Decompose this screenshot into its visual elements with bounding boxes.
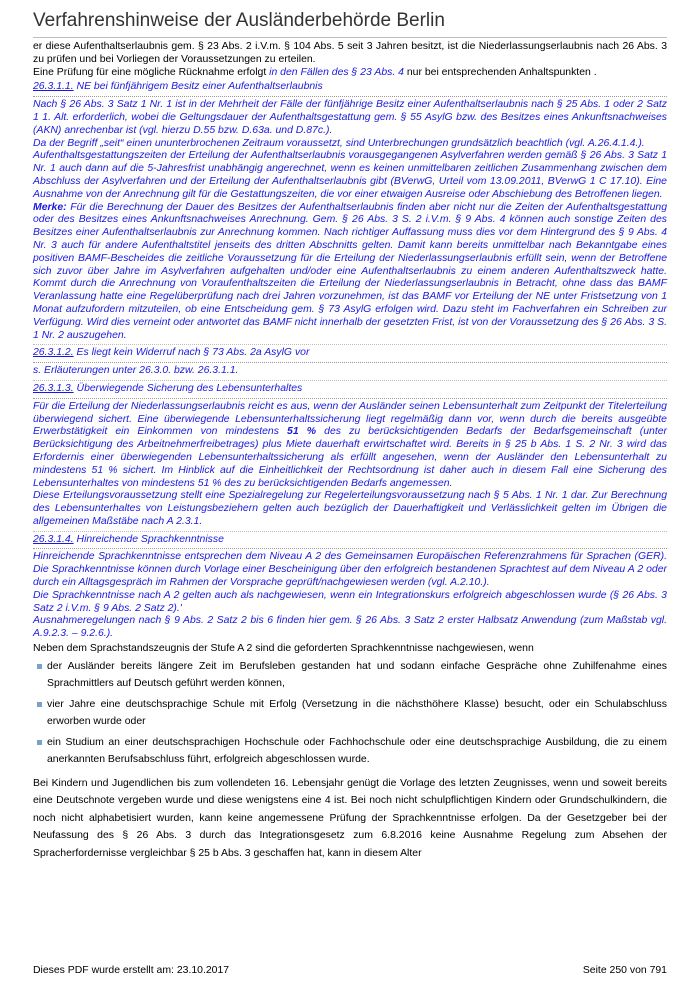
section-paragraph: Aufenthaltsgestattungszeiten der Erteilung der Aufenthaltserlaubnis vorausgegangenen Asylverfahren werden gemäß § 26 Abs. 3 Satz 1 Nr. 1 auch dann auf die 5-Jahresfrist unabhängig angerechnet, wenn es keinen unmittelbaren zeitlichen Zusammenhang zwischen dem Abschluss der Asylverfahren und der Erteilung der Aufenthaltserlaubnis gibt (BVerwG, Urteil vom 13.09.2011, BVerwG 1 C 17.10). Eine Ausnahme von der Anrechnung gilt für die Gestattungszeiten, die vor einer etwaigen Ausreise oder Abschiebung des Betroffenen liegen.: [33, 150, 667, 200]
section-paragraph: Diese Erteilungsvoraussetzung stellt eine Spezialregelung zur Regelerteilungsvoraussetzung nach § 5 Abs. 1 Nr. 1 dar. Zur Berechnung des Lebensunterhaltes von Leistungsbeziehern gelten auch bezüglich der Dauerhaftigkeit und Verlässlichkeit gelten im Übrigen die allgemeinen Maßstäbe nach A 2.3.1.: [33, 490, 667, 527]
section-number-link[interactable]: 26.3.1.4.: [33, 533, 74, 545]
section-heading: [33, 534, 667, 550]
footer-page-number: Seite 250 von 791: [582, 965, 667, 976]
body-paragraph: Neben dem Sprachstandszeugnis der Stufe A 2 sind die geforderten Sprachkenntnisse nachgewiesen, wenn: [33, 643, 534, 655]
list-item-text: der Ausländer bereits längere Zeit im Berufsleben gestanden hat und sodann einfache Gespräche ohne Zuhilfenahme eines Sprachmittlers auf Deutsch geführt werden können,: [47, 660, 667, 690]
bullet-icon: [37, 740, 42, 745]
section-title: Es liegt kein Widerruf nach § 73 Abs. 2a AsylG vor: [73, 347, 310, 359]
paragraph-text: Für die Erteilung der Niederlassungserlaubnis reicht es aus, wenn der Ausländer seinen Lebensunterhalt zum Zeitpunkt der Titelerteilung überwiegend sichert. Eine überwiegende Lebensunterhaltssicherung liegt regelmäßig dann vor, wenn durch die bereits ausgeübte Erwerbstätigkeit ein Einkommen von mindestens: [33, 400, 667, 438]
section-paragraph: s. Erläuterungen unter 26.3.0. bzw. 26.3.1.1.: [33, 365, 239, 377]
paragraph-text: des zu berücksichtigenden Bedarfs der Bedarfsgemeinschaft (unter Berücksichtigung des Arbeitnehmerfreibetrages) plus Miete dauerhaft erwirtschaftet wird. Bereits in § 25 b Abs. 1 S. 2 Nr. 3 wird das Erfordernis einer überwiegenden Lebensunterhaltssicherung als erfüllt angesehen, wenn der Ausländer den Lebensunterhalt zu mindestens 51 % sichert. Im Hinblick auf die Einheitlichkeit der Rechtsordnung ist daher auch in diesem Fall eine Sicherung des Lebensunterhaltes von mindestens 51 % des zu berücksichtigenden Bedarfs angemessen.: [33, 426, 667, 489]
body-paragraph: Bei Kindern und Jugendlichen bis zum vollendeten 16. Lebensjahr genügt die Vorlage des letzten Zeugnisses, wenn und soweit bereits eine Deutschnote vergeben wurde und diese wenigstens eine 4 ist. Bei noch nicht schulpflichtigen Kindern oder Grundschulkindern, die noch nicht alphabetisiert wurden, kann keine angemessene Prüfung der Sprachkenntnisse erfolgen. Da der Gesetzgeber bei der Neufassung des § 26 Abs. 3 durch das Integrationsgesetz zum 6.8.2016 keine Ausnahme Regelung zum Absehen der Spracherfordernisse vergleichbar § 25 b Abs. 3 geschaffen hat, kann in diesem Alter: [33, 777, 667, 859]
section-paragraph: Nach § 26 Abs. 3 Satz 1 Nr. 1 ist in der Mehrheit der Fälle der fünfjährige Besitz einer Aufenthaltserlaubnis nach § 25 Abs. 1 oder 2 Satz 1 1. Alt. erforderlich, wobei die Geltungsdauer der Aufenthaltsgestattung gem. § 55 AsylG bzw. des Besitzes eines Ankunftsnachweises (AKN) anrechenbar ist (vgl. hierzu D.55 bzw. D.63a. und D.87c.).: [33, 99, 667, 136]
section-body: [33, 399, 667, 532]
section-body: [33, 363, 667, 381]
intro-text: Eine Prüfung für eine mögliche Rücknahme erfolgt: [33, 66, 270, 78]
merke-paragraph: [33, 202, 667, 343]
intro-link[interactable]: in den Fällen des § 23 Abs. 4: [269, 66, 404, 78]
section-heading: [33, 347, 667, 363]
section-body: [33, 97, 667, 345]
section-title: NE bei fünfjährigem Besitz einer Aufenthaltserlaubnis: [73, 81, 323, 93]
requirements-list: [33, 658, 667, 769]
page-header: [33, 10, 667, 38]
bullet-icon: [37, 702, 42, 707]
list-item: [33, 696, 667, 731]
section-paragraph: [33, 401, 667, 491]
section-heading: [33, 81, 667, 97]
section-title: Überwiegende Sicherung des Lebensunterhaltes: [73, 382, 303, 394]
merke-label: Merke:: [33, 201, 67, 213]
section-title: Hinreichende Sprachkenntnisse: [73, 533, 224, 545]
merke-text: Für die Berechnung der Dauer des Besitzes der Aufenthaltserlaubnis finden aber nicht nur die Zeiten der Aufenthaltsgestattung oder des Besitzes eines Ankunftsnachweises Anrechnung. Gem. § 26 Abs. 3 S. 2 i.V.m. § 9 Abs. 4 können auch sonstige Zeiten des Besitzes einer Aufenthaltserlaubnis zur Anrechnung kommen. Nach richtiger Auffassung muss dies vor dem Hintergrund des § 9 Abs. 4 Nr. 3 auch für andere Aufenthaltstitel jenseits des dritten Abschnitts gelten. Damit kann bereits unmittelbar nach Bekanntgabe eines positiven BAMF-Bescheides die zeitliche Voraussetzung für die Erteilung der Niederlassungserlaubnis erfüllt sein, wenn der Betroffene sich zuvor über Jahre im Asylverfahren aufgehalten und/oder eine Aufenthaltserlaubnis zu einem anderen Aufenthaltszweck hatte. Kommt durch die Anrechnung von Voraufenthaltszeiten die Erteilung der Niederlassungserlaubnis in Betracht, ohne dass das BAMF Veranlassung hatte eine Regelüberprüfung nach drei Jahren vorzunehmen, ist das BAMF vor Erteilung der NE unter Fristsetzung von 1 Monat aufzufordern mitzuteilen, ob eine Entscheidung gem. § 73 AsylG erfolgen wird. Dazu steht im Fachverfahren ein Schreiben zur Verfügung. Wird dies verneint oder antwortet das BAMF nicht innerhalb der gesetzten Frist, ist von der Voraussetzung des § 26 Abs. 3 S. 1 Nr. 2 auszugehen.: [33, 201, 667, 341]
percent-emphasis: 51 %: [287, 426, 317, 438]
list-item-text: ein Studium an einer deutschsprachigen Hochschule oder Fachhochschule oder eine deutschsprachige Ausbildung, die zu einem anerkannten Berufsabschluss führt, erfolgreich abgeschlossen wurde.: [47, 736, 667, 766]
page-footer: [33, 965, 667, 976]
section-number-link[interactable]: 26.3.1.3.: [33, 382, 74, 394]
section-paragraph: Hinreichende Sprachkenntnisse entsprechen dem Niveau A 2 des Gemeinsamen Europäischen Referenzrahmens für Sprachen (GER). Die Sprachkenntnisse können durch Vorlage einer Bescheinigung über den erfolgreich bestandenen Sprachtest auf dem Niveau A 2 oder durch ein Alltagsgespräch im Rahmen der Vorsprache geprüft/nachgewiesen werden (vgl. A.2.10.).: [33, 551, 667, 589]
list-item: [33, 734, 667, 769]
footer-created: Dieses PDF wurde erstellt am: 23.10.2017: [33, 965, 230, 976]
list-item: [33, 658, 667, 693]
intro-paragraph-2: [33, 67, 667, 80]
bullet-icon: [37, 664, 42, 669]
section-body: [33, 549, 667, 643]
intro-text-end: nur bei entsprechenden Anhaltspunkten .: [403, 66, 597, 78]
section-paragraph: Da der Begriff „seit“ einen ununterbrochenen Zeitraum voraussetzt, sind Unterbrechungen grundsätzlich beachtlich (vgl. A.26.4.1.4.).: [33, 137, 645, 149]
list-item-text: vier Jahre eine deutschsprachige Schule mit Erfolg (Versetzung in die nächsthöhere Klasse) besucht, oder ein Schulabschluss erworben wurde oder: [47, 698, 667, 728]
header-title: Verfahrenshinweise der Ausländerbehörde Berlin: [33, 10, 445, 31]
section-heading: [33, 383, 667, 399]
document-content: [33, 41, 667, 862]
intro-paragraph: er diese Aufenthaltserlaubnis gem. § 23 Abs. 2 i.V.m. § 104 Abs. 5 seit 3 Jahren besitzt, ist die Niederlassungserlaubnis nach 26 Abs. 3 zu prüfen und bei Vorliegen der Voraussetzungen zu erteilen.: [33, 41, 667, 65]
section-number-link[interactable]: 26.3.1.2.: [33, 347, 74, 359]
section-number-link[interactable]: 26.3.1.1.: [33, 81, 74, 93]
section-paragraph: Die Sprachkenntnisse nach A 2 gelten auch als nachgewiesen, wenn ein Integrationskurs erfolgreich abgeschlossen wurde (§ 26 Abs. 3 Satz 2 i.V.m. § 9 Abs. 2 Satz 2).': [33, 589, 667, 614]
section-paragraph: Ausnahmeregelungen nach § 9 Abs. 2 Satz 2 bis 6 finden hier gem. § 26 Abs. 3 Satz 2 erster Halbsatz Anwendung (zum Maßstab vgl. A.9.2.3. – 9.2.6.).: [33, 615, 667, 640]
